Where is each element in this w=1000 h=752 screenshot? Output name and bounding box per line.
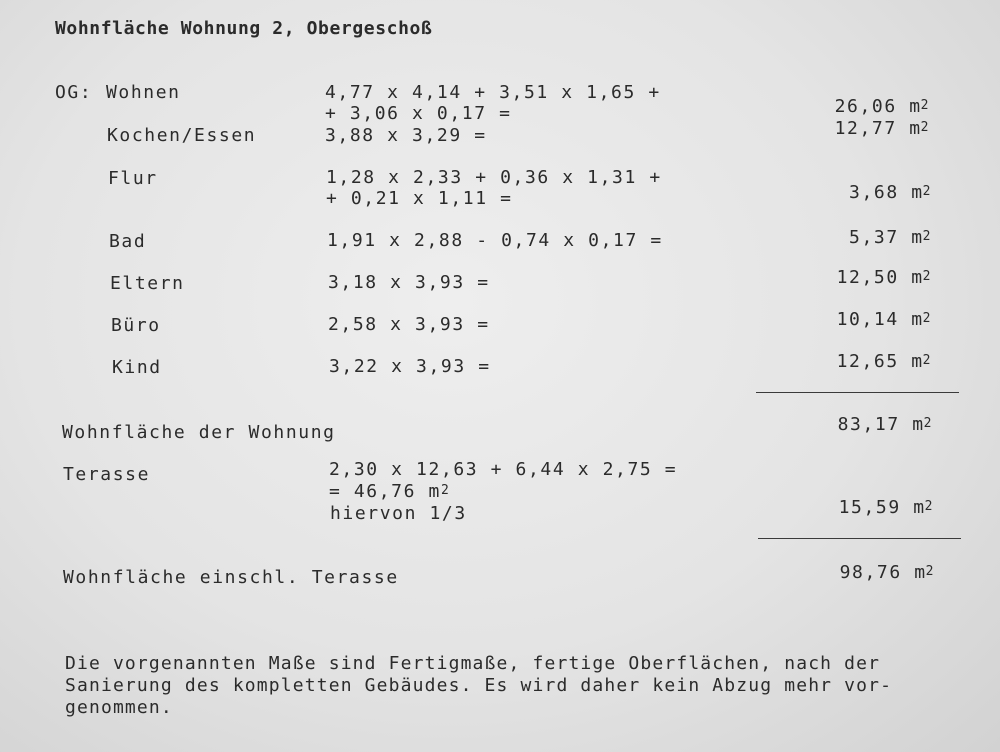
room-calc-bad: 1,91 x 2,88 - 0,74 x 0,17 =	[327, 230, 663, 251]
subtotal-label: Wohnfläche der Wohnung	[62, 422, 336, 443]
room-calc-wohnen-line1: 4,77 x 4,14 + 3,51 x 1,65 +	[325, 82, 661, 103]
room-area-bad: 5,37 $m^2$	[849, 227, 932, 248]
room-area-buero: 10,14 $m^2$	[836, 309, 932, 330]
room-name-eltern: Eltern	[110, 273, 185, 294]
room-area-flur: 3,68 $m^2$	[849, 182, 932, 203]
total-area: 98,76 $m^2$	[839, 562, 935, 583]
document-title: Wohnfläche Wohnung 2, Obergeschoß	[55, 18, 433, 39]
terrace-area: 15,59 $m^2$	[838, 497, 934, 518]
total-label: Wohnfläche einschl. Terasse	[63, 567, 399, 588]
room-area-eltern: 12,50 $m^2$	[836, 267, 932, 288]
room-calc-kind: 3,22 x 3,93 =	[329, 356, 491, 377]
total-rule	[758, 538, 961, 539]
room-name-buero: Büro	[111, 315, 161, 336]
note-line-2: Sanierung des kompletten Gebäudes. Es wird daher kein Abzug mehr vor-	[65, 675, 893, 696]
room-name-bad: Bad	[109, 231, 147, 252]
room-calc-flur-line1: 1,28 x 2,33 + 0,36 x 1,31 +	[326, 167, 662, 188]
floor-label: OG:	[55, 82, 93, 103]
subtotal-area: 83,17 $m^2$	[837, 414, 933, 435]
room-calc-eltern: 3,18 x 3,93 =	[328, 272, 490, 293]
room-area-kochen-essen: 12,77 $m^2$	[834, 118, 930, 139]
room-name-kind: Kind	[112, 357, 162, 378]
terrace-calc-line2: = 46,76 $m^2$	[329, 481, 451, 502]
room-area-kind: 12,65 $m^2$	[836, 351, 932, 372]
room-calc-kochen-essen: 3,88 x 3,29 =	[325, 125, 487, 146]
terrace-label: Terasse	[63, 464, 151, 485]
room-calc-buero: 2,58 x 3,93 =	[328, 314, 490, 335]
terrace-calc-line1: 2,30 x 12,63 + 6,44 x 2,75 =	[329, 459, 678, 480]
room-calc-flur-line2: + 0,21 x 1,11 =	[326, 188, 513, 209]
note-line-1: Die vorgenannten Maße sind Fertigmaße, fertige Oberflächen, nach der	[65, 653, 881, 674]
room-area-wohnen: 26,06 $m^2$	[834, 96, 930, 117]
room-name-wohnen: Wohnen	[106, 82, 181, 103]
room-name-flur: Flur	[108, 168, 158, 189]
subtotal-rule	[756, 392, 959, 393]
terrace-calc-line3: hiervon 1/3	[330, 503, 467, 524]
room-calc-wohnen-line2: + 3,06 x 0,17 =	[325, 103, 512, 124]
note-line-3: genommen.	[65, 697, 173, 718]
room-name-kochen-essen: Kochen/Essen	[107, 125, 257, 146]
